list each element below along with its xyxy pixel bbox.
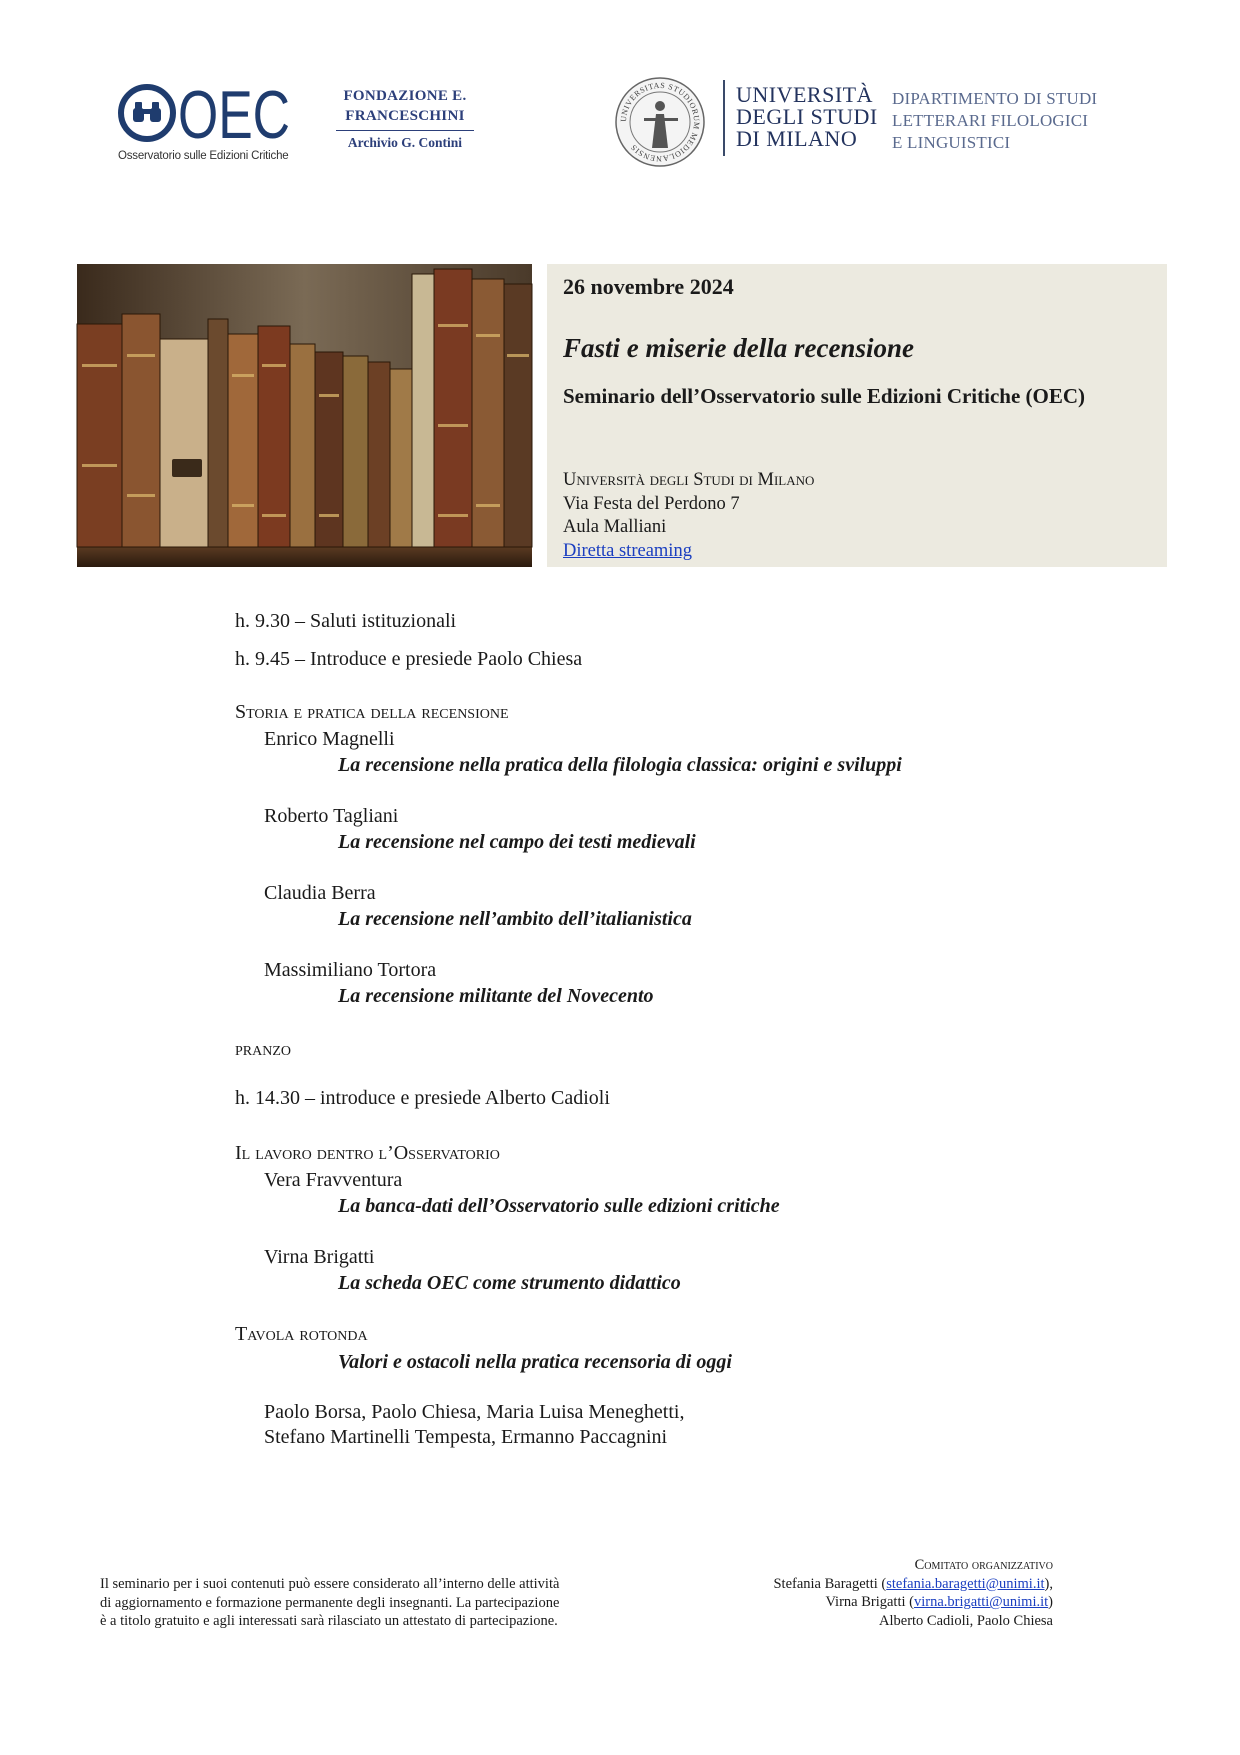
talk-title: La recensione nella pratica della filologia classica: origini e sviluppi <box>338 754 902 776</box>
lunch-break: pranzo <box>235 1038 292 1060</box>
department-line1: DIPARTIMENTO DI STUDI <box>892 89 1098 108</box>
university-line3: DI MILANO <box>736 126 858 151</box>
university-line1: UNIVERSITÀ <box>736 82 873 107</box>
slot-intro-morning: h. 9.45 – Introduce e presiede Paolo Chiesa <box>235 648 583 670</box>
participation-note <box>100 1575 559 1631</box>
section-heading-1: Storia e pratica della recensione <box>235 701 509 723</box>
binoculars-icon <box>133 102 161 122</box>
speaker-name: Enrico Magnelli <box>264 728 395 750</box>
oec-letters: OEC <box>178 77 290 153</box>
committee-title: Comitato organizzativo <box>914 1557 1053 1573</box>
department-line2: LETTERARI FILOLOGICI <box>892 111 1089 130</box>
event-venue <box>563 469 814 563</box>
talk-title: La recensione nell’ambito dell’italianistica <box>338 908 692 930</box>
slot-intro-afternoon: h. 14.30 – introduce e presiede Alberto Cadioli <box>235 1087 610 1109</box>
note-line2: di aggiornamento e formazione permanente degli insegnanti. La partecipazione <box>100 1594 560 1611</box>
books-illustration <box>77 264 532 567</box>
email-link-brigatti[interactable]: virna.brigatti@unimi.it <box>913 1594 1049 1610</box>
event-date: 26 novembre 2024 <box>563 274 734 299</box>
foundation-divider <box>336 130 474 131</box>
venue-university: Università degli Studi di Milano <box>563 470 815 490</box>
event-subtitle: Seminario dell’Osservatorio sulle Edizioni Critiche (OEC) <box>563 384 1086 408</box>
university-divider <box>723 80 725 156</box>
oec-logo <box>118 77 293 168</box>
section-heading-3: Tavola rotonda <box>235 1323 368 1345</box>
antique-books-image <box>77 264 532 567</box>
university-seal-icon <box>614 76 706 168</box>
speaker-name: Vera Fravventura <box>264 1169 403 1191</box>
university-seal <box>614 76 706 168</box>
talk-title: La recensione nel campo dei testi medievali <box>338 831 696 853</box>
committee-name2: Virna Brigatti ( <box>825 1594 914 1610</box>
foundation-line1: FONDAZIONE E. <box>343 88 467 104</box>
oec-tagline: Osservatorio sulle Edizioni Critiche <box>118 150 289 162</box>
note-line1: Il seminario per i suoi contenuti può essere considerato all’interno delle attività <box>100 1576 560 1592</box>
speaker-name: Roberto Tagliani <box>264 805 399 827</box>
committee-name1: Stefania Baragetti ( <box>773 1575 887 1592</box>
talk-title: La scheda OEC come strumento didattico <box>338 1272 681 1294</box>
event-title: Fasti e miserie della recensione <box>563 333 914 363</box>
streaming-link[interactable]: Diretta streaming <box>563 540 692 561</box>
committee-line3: Alberto Cadioli, Paolo Chiesa <box>879 1612 1053 1629</box>
panel-members-line2: Stefano Martinelli Tempesta, Ermanno Paccagnini <box>264 1426 668 1448</box>
oec-logo-mark <box>118 77 293 153</box>
committee-member1 <box>773 1575 1053 1594</box>
section-heading-2: Il lavoro dentro l’Osservatorio <box>235 1142 500 1164</box>
university-name <box>736 84 878 150</box>
email-link-baragetti[interactable]: stefania.baragetti@unimi.it <box>886 1575 1045 1592</box>
foundation-line2: FRANCESCHINI <box>345 108 465 124</box>
foundation-logo <box>330 86 480 151</box>
department-name <box>892 88 1097 154</box>
talk-title: La banca-dati dell’Osservatorio sulle edizioni critiche <box>338 1195 780 1217</box>
university-line2: DEGLI STUDI <box>736 104 878 129</box>
svg-text:OEC <box>178 77 290 153</box>
speaker-name: Massimiliano Tortora <box>264 959 437 981</box>
seal-text: UNIVERSITAS STUDIORUM MEDIOLANENSIS <box>618 80 702 164</box>
committee-member2 <box>773 1593 1053 1612</box>
department-line3: E LINGUISTICI <box>892 133 1011 152</box>
venue-address: Via Festa del Perdono 7 <box>563 493 740 514</box>
foundation-line3: Archivio G. Contini <box>347 135 463 150</box>
round-table-title: Valori e ostacoli nella pratica recensoria di oggi <box>338 1351 732 1373</box>
talk-title: La recensione militante del Novecento <box>338 985 654 1007</box>
speaker-name: Claudia Berra <box>264 882 376 904</box>
slot-opening: h. 9.30 – Saluti istituzionali <box>235 610 457 632</box>
venue-room: Aula Malliani <box>563 517 667 537</box>
organizing-committee <box>773 1556 1053 1630</box>
event-info-box <box>547 264 1167 567</box>
committee-suffix2: ) <box>1048 1594 1053 1610</box>
panel-members-line1: Paolo Borsa, Paolo Chiesa, Maria Luisa Meneghetti, <box>264 1401 685 1423</box>
speaker-name: Virna Brigatti <box>264 1246 375 1268</box>
note-line3: è a titolo gratuito e agli interessati sarà rilasciato un attestato di partecipazione. <box>100 1613 558 1629</box>
committee-suffix1: ), <box>1044 1575 1053 1592</box>
